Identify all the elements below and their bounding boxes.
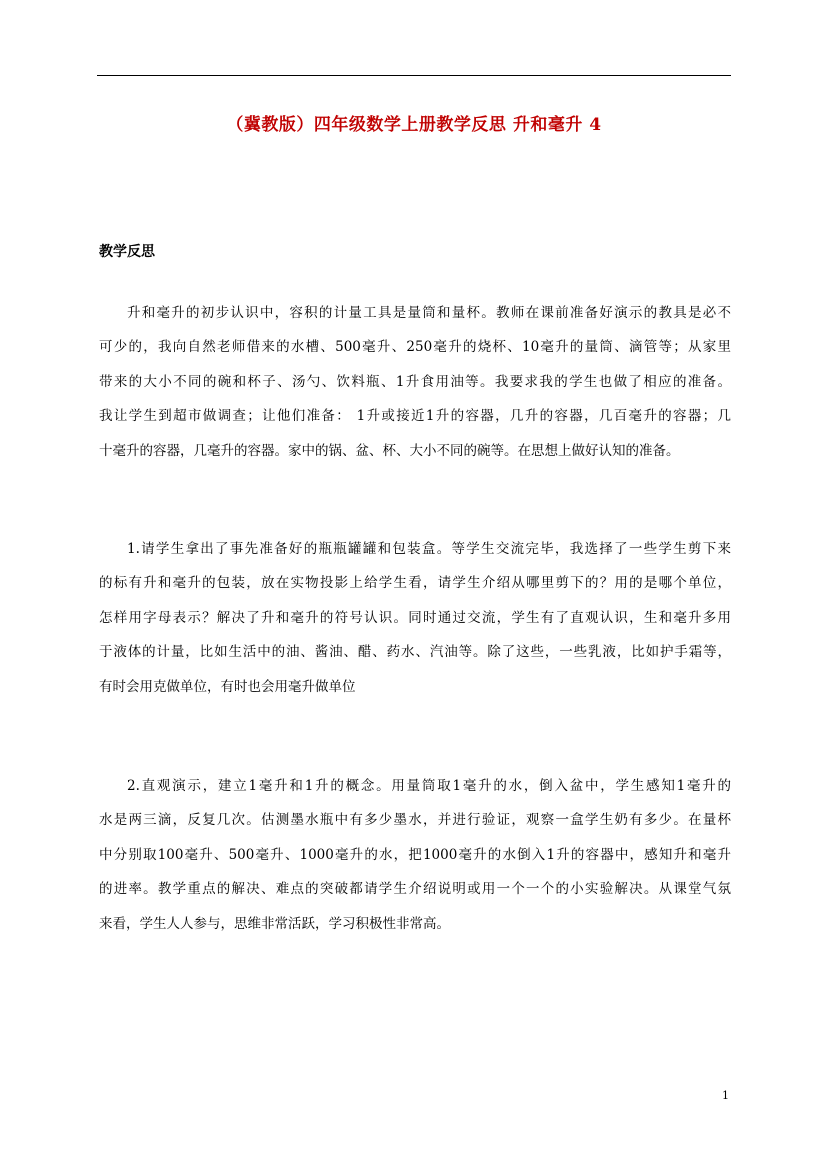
paragraph-line: 的进率。教学重点的解决、难点的突破都请学生介绍说明或用一个一个的小实验解决。从课堂气氛	[99, 881, 731, 898]
section-heading: 教学反思	[99, 244, 155, 260]
paragraph-line: 我让学生到超市做调查；让他们准备： 1升或接近1升的容器，几升的容器，几百毫升的容器；几	[99, 408, 731, 425]
paragraph-line: 于液体的计量，比如生活中的油、酱油、醋、药水、汽油等。除了这些，一些乳液，比如护手霜等，	[99, 644, 731, 661]
paragraph-2	[99, 532, 731, 704]
paragraph-3	[99, 769, 731, 941]
paragraph-line: 中分别取100毫升、500毫升、1000毫升的水，把1000毫升的水倒入1升的容器中，感知升和毫升	[99, 846, 731, 863]
paragraph-line: 2.直观演示，建立1毫升和1升的概念。用量筒取1毫升的水，倒入盆中，学生感知1毫升的	[127, 778, 731, 794]
page-number: 1	[722, 1089, 729, 1102]
paragraph-line: 十毫升的容器，几毫升的容器。家中的锅、盆、杯、大小不同的碗等。在思想上做好认知的准备。	[99, 442, 680, 459]
document-title: （冀教版）四年级数学上册教学反思 升和毫升 4	[226, 115, 602, 135]
paragraph-line: 可少的，我向自然老师借来的水槽、500毫升、250毫升的烧杯、10毫升的量筒、滴管等；从家里	[99, 339, 731, 356]
paragraph-1	[99, 296, 731, 468]
paragraph-line: 来看，学生人人参与，思维非常活跃，学习积极性非常高。	[99, 915, 450, 932]
paragraph-line: 升和毫升的初步认识中，容积的计量工具是量筒和量杯。教师在课前准备好演示的教具是必不	[127, 305, 731, 321]
paragraph-line: 1.请学生拿出了事先准备好的瓶瓶罐罐和包装盒。等学生交流完毕，我选择了一些学生剪下来	[127, 541, 731, 557]
paragraph-line: 水是两三滴，反复几次。估测墨水瓶中有多少墨水，并进行验证，观察一盒学生奶有多少。在量杯	[99, 812, 731, 829]
paragraph-line: 怎样用字母表示？解决了升和毫升的符号认识。同时通过交流，学生有了直观认识，生和毫升多用	[99, 609, 731, 626]
header-rule	[97, 75, 731, 76]
paragraph-line: 的标有升和毫升的包装，放在实物投影上给学生看，请学生介绍从哪里剪下的？用的是哪个单位，	[99, 575, 731, 592]
paragraph-line: 有时会用克做单位，有时也会用毫升做单位	[99, 678, 356, 695]
paragraph-line: 带来的大小不同的碗和杯子、汤勺、饮料瓶、1升食用油等。我要求我的学生也做了相应的准备。	[99, 373, 731, 390]
